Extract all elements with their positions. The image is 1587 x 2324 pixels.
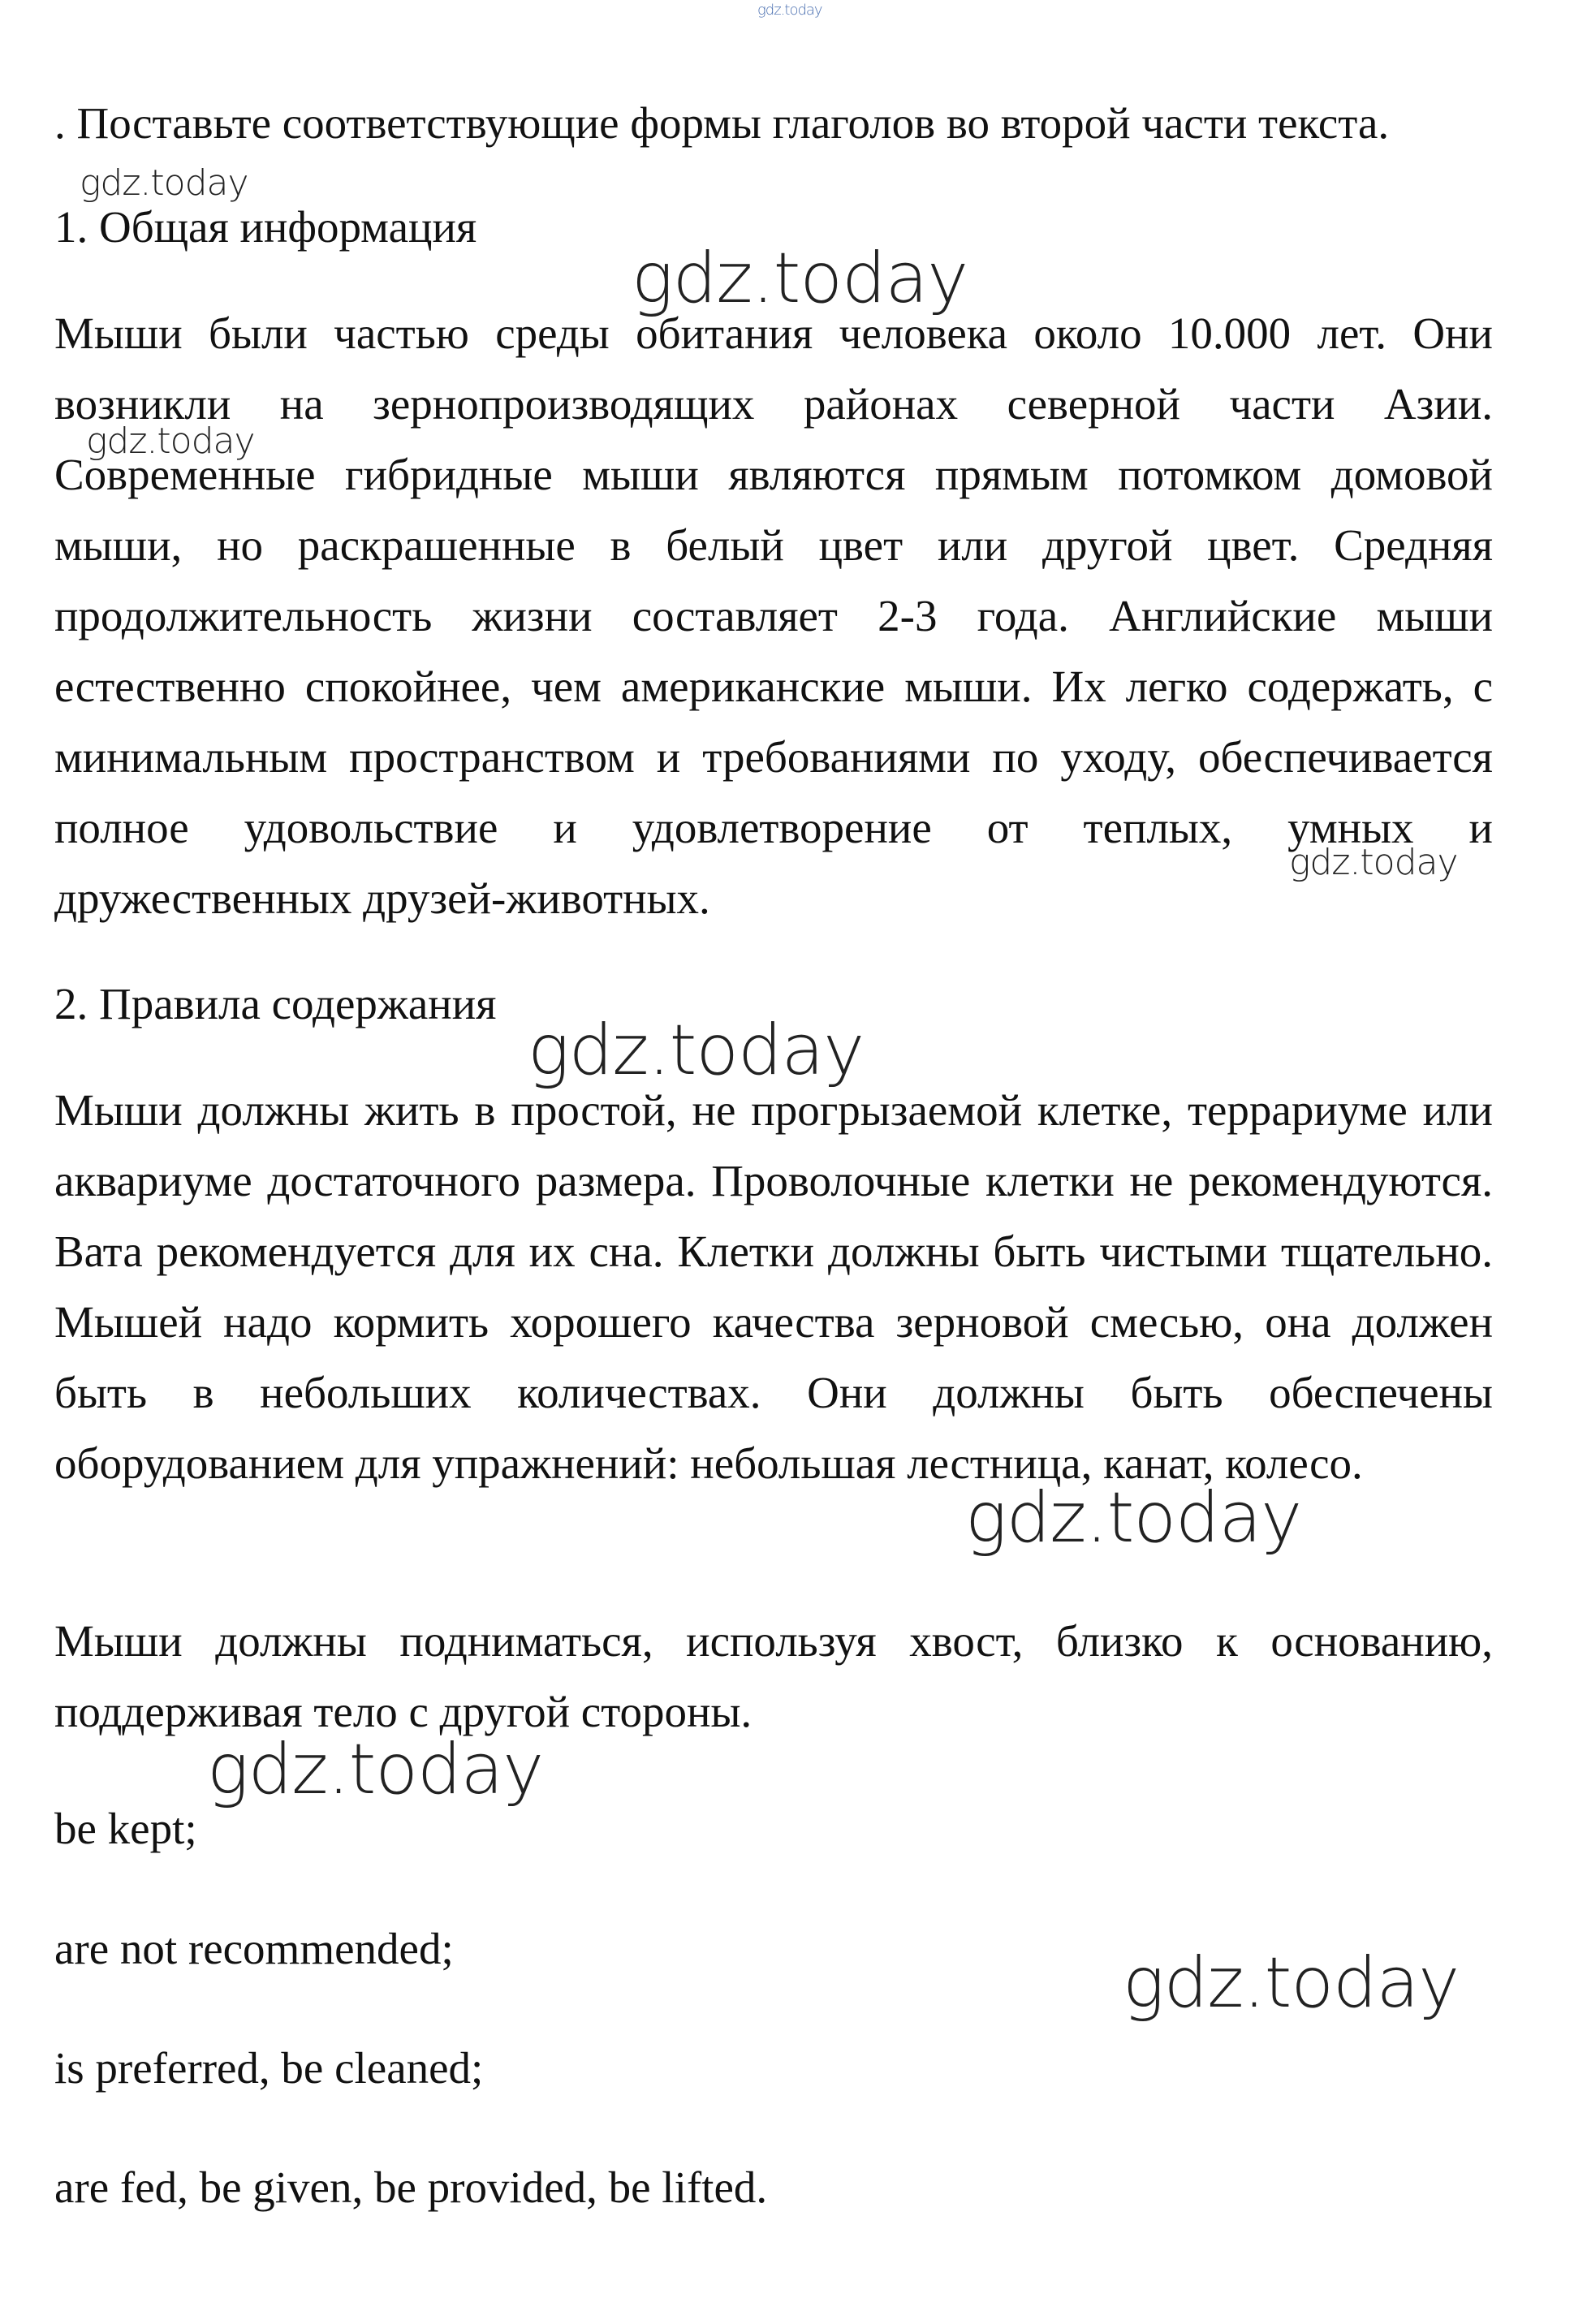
- answer-item: be kept;: [54, 1804, 197, 1853]
- answer-item: are fed, be given, be provided, be lifted.: [54, 2162, 768, 2212]
- watermark: gdz.today: [632, 238, 968, 319]
- answer-item: is preferred, be cleaned;: [54, 2043, 484, 2093]
- watermark: gdz.today: [80, 162, 248, 204]
- watermark: gdz.today: [965, 1477, 1302, 1559]
- section2-paragraph: Мыши должны жить в простой, не прогрызаемой клетке, террариуме или аквариуме достаточного размера. Проволочные клетки не рекомендуются. Вата рекомендуется для их сна. Клетки должны быть чистыми тщательно. Мышей надо кормить хорошего качества зерновой смесью, она должен быть в небольших количествах. Они должны быть обеспечены оборудованием для упражнений: небольшая лестница, канат, колесо.: [54, 1085, 1493, 1488]
- instruction-text: . Поставьте соответствующие формы глаголов во второй части текста.: [54, 98, 1390, 148]
- section2-heading: 2. Правила содержания: [54, 979, 497, 1028]
- answer-item: are not recommended;: [54, 1924, 454, 1973]
- section2-paragraph-2: Мыши должны подниматься, используя хвост, близко к основанию, поддерживая тело с другой стороны.: [54, 1616, 1493, 1736]
- watermark: gdz.today: [1123, 1942, 1460, 2024]
- watermark: gdz.today: [86, 420, 255, 462]
- section1-paragraph: Мыши были частью среды обитания человека около 10.000 лет. Они возникли на зернопроизводящих районах северной части Азии. Современные гибридные мыши являются прямым потомком домовой мыши, но раскрашенные в белый цвет или другой цвет. Средняя продолжительность жизни составляет 2-3 года. Английские мыши естественно спокойнее, чем американские мыши. Их легко содержать, с минимальным пространством и требованиями по уходу, обеспечивается полное удовольствие и удовлетворение от теплых, умных и дружественных друзей-животных.: [54, 308, 1493, 923]
- watermark: gdz.today: [207, 1729, 544, 1810]
- watermark: gdz.today: [1289, 842, 1458, 883]
- watermark-top: gdz.today: [757, 2, 822, 19]
- watermark: gdz.today: [528, 1010, 865, 1091]
- section1-heading: 1. Общая информация: [54, 202, 477, 252]
